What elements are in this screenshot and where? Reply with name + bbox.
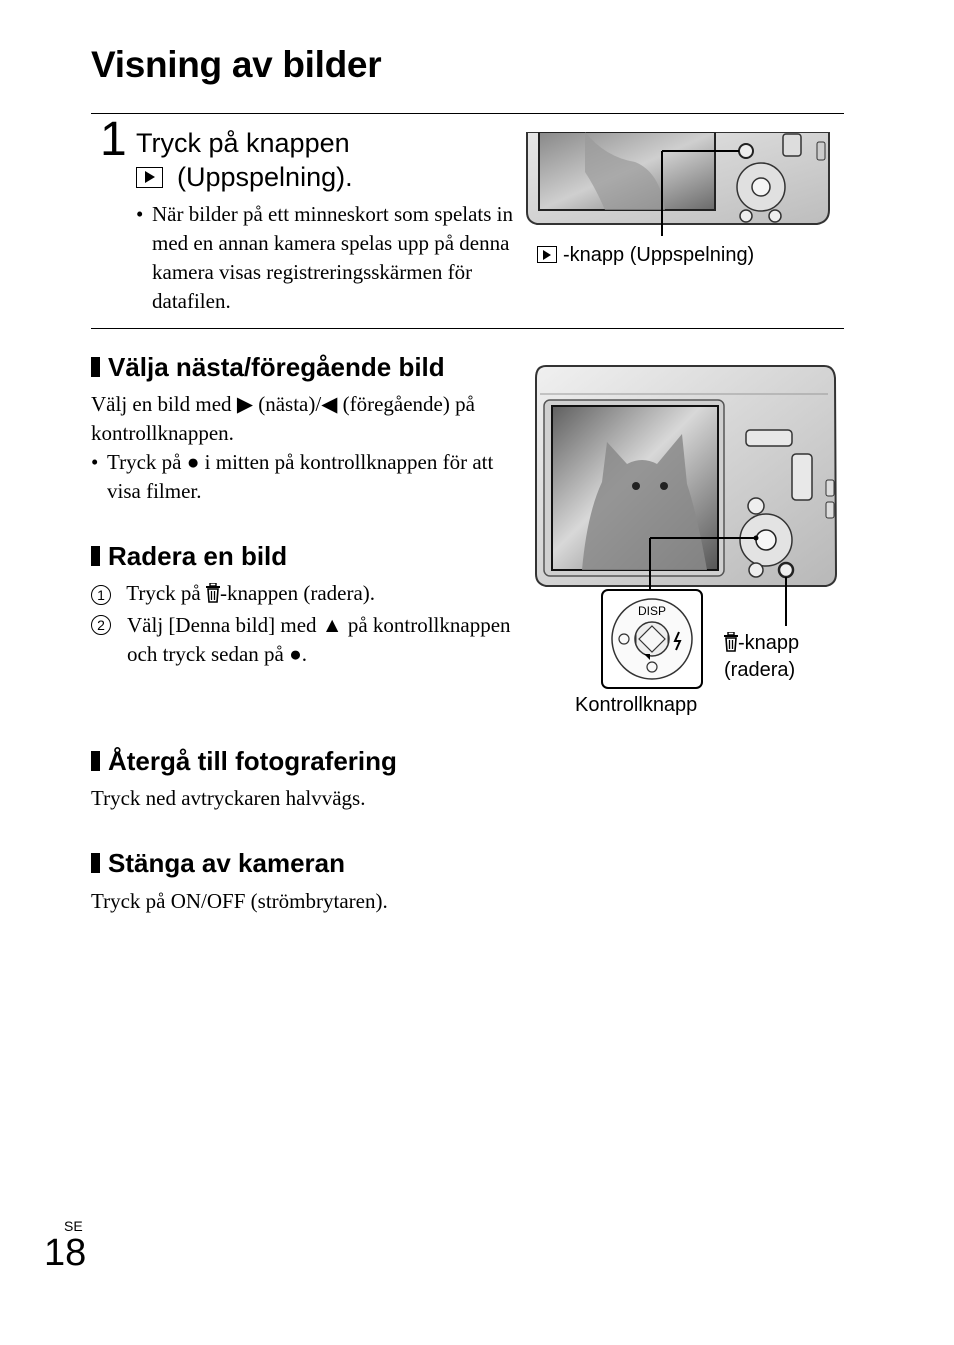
trash-icon (724, 632, 738, 652)
right-triangle-icon: ▶ (236, 392, 253, 416)
center-button-icon: ● (289, 642, 302, 666)
section-heading-delete (91, 541, 287, 571)
camera-back-top-illustration (525, 132, 835, 237)
up-triangle-icon: ▲ (321, 613, 343, 637)
section-marker (91, 751, 100, 771)
next-prev-text-a: Välj en bild med (91, 392, 237, 416)
trash-icon (206, 583, 220, 603)
delete-button-callout-line1 (724, 630, 844, 657)
delete-step-1-a: Tryck på (126, 581, 206, 605)
language-tag: SE (64, 1218, 83, 1234)
section-marker (91, 853, 100, 873)
section-rule (91, 328, 844, 329)
step-title-line2-text: (Uppspelning). (177, 162, 353, 192)
next-prev-text-c: (föregående) på kontrollknappen. (91, 392, 475, 445)
delete-button-callout-text: -knapp (738, 632, 800, 654)
top-rule (91, 113, 844, 114)
delete-step-2-c: . (301, 642, 308, 666)
step-circle-number: 1 (91, 585, 111, 605)
play-button-callout-text: -knapp (Uppspelning) (563, 244, 755, 266)
delete-button-callout (724, 630, 844, 684)
section-heading-text: Radera en bild (108, 541, 288, 571)
page-number: 18 (44, 1232, 87, 1274)
next-prev-text-b: (nästa)/ (252, 392, 322, 416)
step-bullet-text: När bilder på ett minneskort som spelats in med en annan kamera spelas upp på denna kamera visas registreringsskärmen för datafilen. (152, 202, 514, 313)
step-number: 1 (100, 113, 127, 166)
play-icon (136, 167, 163, 188)
section-heading-text: Återgå till fotografering (108, 746, 397, 776)
next-prev-text (91, 390, 511, 448)
section-heading-text: Stänga av kameran (108, 848, 346, 878)
center-button-icon: ● (186, 450, 200, 474)
section-heading-return (91, 746, 397, 776)
next-prev-bullet-a: Tryck på (107, 450, 187, 474)
delete-step-2-a: Välj [Denna bild] med (127, 613, 322, 637)
step-bullet: • När bilder på ett minneskort som spelats in med en annan kamera spelas upp på denna kamera visas registreringsskärmen för datafilen. (136, 202, 514, 313)
step-circle-number: 2 (91, 615, 111, 635)
step-title-line1: Tryck på knappen (136, 128, 350, 158)
delete-step-2 (91, 611, 511, 669)
disp-label: DISP (637, 604, 667, 618)
section-heading-text: Välja nästa/föregående bild (108, 352, 445, 382)
return-text: Tryck ned avtryckaren halvvägs. (91, 786, 366, 810)
delete-step-1-b: -knappen (radera). (219, 581, 376, 605)
delete-step-1 (91, 579, 511, 608)
step-title-line2 (136, 160, 353, 194)
delete-step-2-b: på kontrollknappen och tryck sedan på (127, 613, 511, 666)
play-icon (537, 246, 557, 263)
page-title: Visning av bilder (91, 44, 382, 85)
control-button-callout: Kontrollknapp (575, 694, 698, 716)
delete-button-callout-line2: (radera) (724, 659, 796, 681)
step-title (136, 126, 353, 194)
section-heading-power (91, 848, 345, 878)
power-text: Tryck på ON/OFF (strömbrytaren). (91, 889, 388, 913)
section-heading-next-prev (91, 352, 445, 382)
next-prev-bullet: • Tryck på ● i mitten på kontrollknappen för att visa filmer. (91, 450, 494, 503)
left-triangle-icon: ◀ (321, 392, 338, 416)
section-marker (91, 357, 100, 377)
section-marker (91, 546, 100, 566)
next-prev-bullet-b: i mitten på kontrollknappen för att visa filmer. (107, 450, 494, 503)
play-button-callout (537, 242, 754, 269)
